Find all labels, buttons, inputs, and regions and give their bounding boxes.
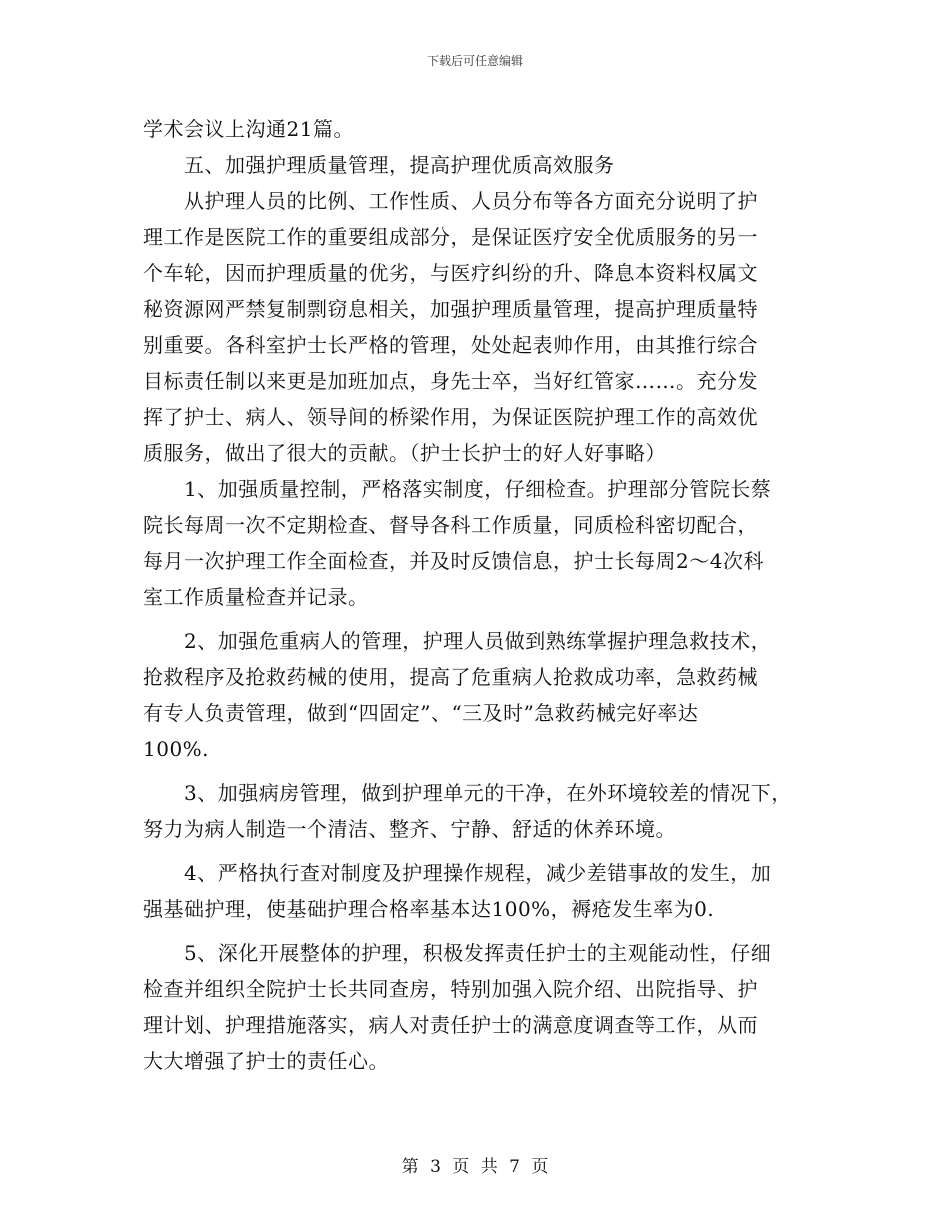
text-line: 从护理人员的比例、工作性质、人员分布等各方面充分说明了护 [184, 189, 758, 213]
footer-total-label: 共 [480, 1157, 498, 1177]
text-line: 100%. [143, 737, 210, 761]
text-line: 每月一次护理工作全面检查，并及时反馈信息，护士长每周2～4次科 [143, 549, 764, 573]
page-number: 3 [430, 1157, 441, 1177]
text-line: 3、加强病房管理，做到护理单元的干净，在外环境较差的情况下， [184, 781, 792, 805]
text-line: 个车轮，因而护理质量的优劣，与医疗纠纷的升、降息本资料权属文 [143, 261, 758, 285]
text-line: 4、严格执行查对制度及护理操作规程，减少差错事故的发生，加 [184, 861, 772, 885]
text-line: 挥了护士、病人、领导间的桥梁作用，为保证医院护理工作的高效优 [143, 405, 758, 429]
text-line: 有专人负责管理，做到“四固定”、“三及时”急救药械完好率达 [143, 701, 699, 725]
text-line: 1、加强质量控制，严格落实制度，仔细检查。护理部分管院长蔡 [184, 477, 772, 501]
text-line: 理计划、护理措施落实，病人对责任护士的满意度调查等工作，从而 [143, 1013, 758, 1037]
footer-prefix: 第 [401, 1157, 419, 1177]
text-line: 别重要。各科室护士长严格的管理，处处起表帅作用，由其推行综合 [143, 333, 758, 357]
page-header: 下载后可任意编辑 [426, 54, 523, 68]
text-line: 质服务，做出了很大的贡献。（护士长护士的好人好事略） [143, 441, 666, 465]
text-line: 院长每周一次不定期检查、督导各科工作质量，同质检科密切配合， [143, 513, 758, 537]
text-line: 理工作是医院工作的重要组成部分，是保证医疗安全优质服务的另一 [143, 225, 758, 249]
text-line: 秘资源网严禁复制剽窃息相关，加强护理质量管理，提高护理质量特 [143, 297, 758, 321]
text-line: 大大增强了护士的责任心。 [143, 1049, 389, 1073]
total-pages: 7 [509, 1157, 520, 1177]
text-line: 5、深化开展整体的护理，积极发挥责任护士的主观能动性，仔细 [184, 941, 772, 965]
text-line: 目标责任制以来更是加班加点，身先士卒，当好红管家……。充分发 [143, 369, 758, 393]
text-line: 努力为病人制造一个清洁、整齐、宁静、舒适的休养环境。 [143, 817, 676, 841]
footer-suffix: 页 [531, 1157, 549, 1177]
page-footer [0, 1152, 950, 1177]
text-line: 检查并组织全院护士长共同查房，特别加强入院介绍、出院指导、护 [143, 977, 758, 1001]
text-line: 学术会议上沟通21篇。 [143, 117, 354, 141]
section-heading: 五、加强护理质量管理，提高护理优质高效服务 [184, 153, 615, 177]
text-line: 室工作质量检查并记录。 [143, 585, 369, 609]
footer-page-label: 页 [452, 1157, 470, 1177]
text-line: 强基础护理，使基础护理合格率基本达100%，褥疮发生率为0. [143, 897, 715, 921]
text-line: 2、加强危重病人的管理，护理人员做到熟练掌握护理急救技术， [184, 629, 772, 653]
text-line: 抢救程序及抢救药械的使用，提高了危重病人抢救成功率，急救药械 [143, 665, 758, 689]
